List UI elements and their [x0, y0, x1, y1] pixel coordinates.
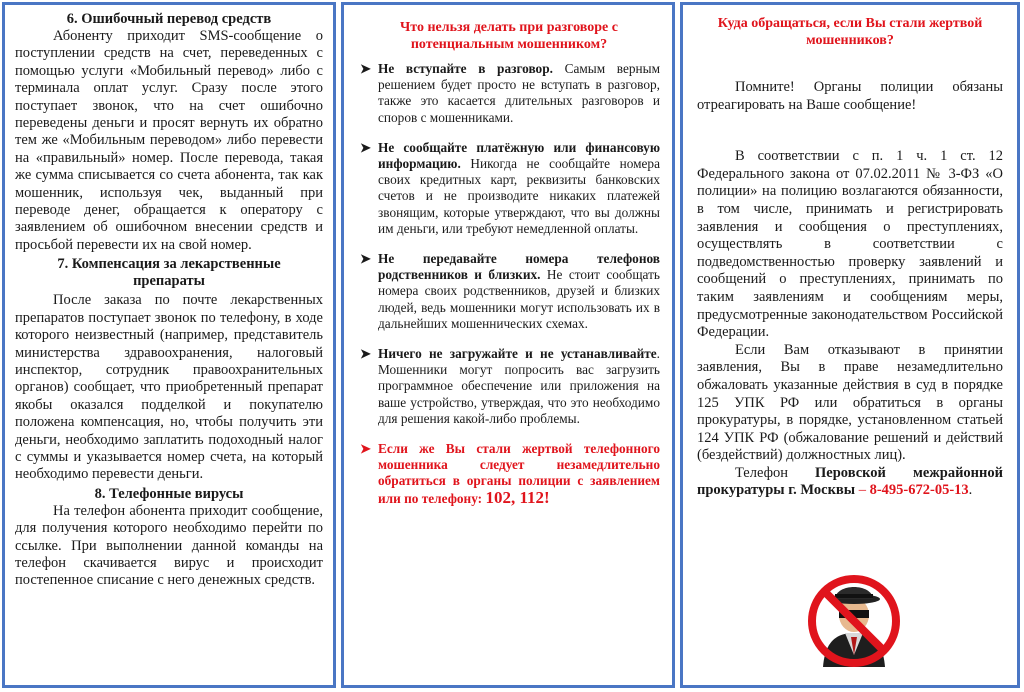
paragraph-medicine-compensation: После заказа по почте лекарственных препаратов поступает звонок по телефону, в ходе которого неизвестный (например, представитель министерства здравоохранения, налоговый инспектор, сотрудник правоохранительных органов) сообщает, что приобретенный препарат якобы оказался подделкой и покупателю положена компенсация, но, чтобы получить эти деньги, необходимо заплатить подоходный налог с суммы и указывается номер счета, на который необходимо перевести деньги. — [15, 292, 323, 483]
heading-erroneous-transfer: 6. Ошибочный перевод средств — [66, 11, 272, 27]
column-scams — [2, 2, 336, 688]
item-text: . Мошенники могут попросить вас загрузить программное обеспечение или приложения на ваше устройство, утверждая, что это необходимо для решения какой-либо проблемы. — [378, 346, 660, 426]
column-dont-do — [341, 2, 675, 688]
prosecutor-name: Перовской межрайонной прокуратуры г. Москвы — [697, 464, 1003, 499]
item-heading: Не сообщайте платёжную или финансовую информацию. — [378, 139, 660, 172]
item-text: Никогда не сообщайте номера своих кредитных карт, реквизиты банковских счетов и не производите никаких платежей звонящим, которые утверждают, что вы должны им деньги, или требуют немедленной оплаты. — [378, 156, 660, 236]
arrow-bullet-icon: ➤ — [360, 61, 371, 76]
item-text: Самым верным решением будет просто не вступать в разговор, также это касается длительных разговоров и споров с мошенниками. — [378, 61, 661, 125]
list-item — [358, 140, 660, 237]
arrow-bullet-icon: ➤ — [360, 441, 371, 457]
phone-number: 8-495-672-05-13 — [869, 482, 969, 499]
no-fraudster-icon — [795, 563, 913, 673]
list-item — [358, 61, 660, 126]
dont-do-title: Что нельзя делать при разговоре с потенциальным мошенником? — [400, 20, 618, 52]
arrow-bullet-icon: ➤ — [360, 251, 371, 267]
paragraph-phone-viruses: На телефон абонента приходит сообщение, для получения которого необходимо перейти по ссылке. При выполнении данной команды на телефон скачивается вирус и происходит постепенное списание с него денежных средств. — [15, 502, 323, 589]
heading-phone-viruses: 8. Телефонные вирусы — [94, 485, 244, 502]
paragraph-refusal: Если Вам отказывают в принятии заявления, Вы в праве незамедлительно обжаловать указанные действия в суд в порядке 125 УПК РФ или обратиться в органы прокуратуры, в порядке, установленном статьей 124 УПК РФ (обжалование решений и действий (бездействий) должностных лиц). — [697, 341, 1003, 464]
alert-text: Если же Вы стали жертвой телефонного мошенника следует незамедлительно обратиться в органы полиции с заявлением или по телефону: — [378, 441, 660, 506]
heading-medicine-compensation: 7. Компенсация за лекарственные препараты — [57, 256, 281, 290]
item-heading: Не вступайте в разговор. — [378, 61, 553, 76]
item-heading: Ничего не загружайте и не устанавливайте — [378, 346, 657, 362]
list-item — [358, 251, 660, 332]
item-heading: Не передавайте номера телефонов родственников и близких. — [378, 251, 660, 283]
list-item — [358, 346, 660, 427]
item-text: Не стоит сообщать номера своих родственников, друзей и близких людей, ведь мошенники могут использовать их в дальнейших мошеннических схемах. — [378, 267, 660, 331]
arrow-bullet-icon: ➤ — [360, 139, 371, 155]
paragraph-erroneous-transfer: Абоненту приходит SMS-сообщение о поступлении средств на счет, переведенных с помощью услуги «Мобильный перевод» либо с терминала оплат услуг. Сразу после этого поступает звонок, что на счет ошибочно переведены деньги и просят вернуть их обратно тем же «Мобильным переводом» либо перевести на «правильный» номер. После перевода, такая же сумма списывается со счета абонента, так как мошенник, используя чек, выданный при переводе денег, обращается к оператору с заявлением об ошибочном внесении средств и просьбой перевести их на свой номер. — [15, 28, 323, 253]
arrow-bullet-icon: ➤ — [360, 346, 371, 362]
police-alert — [358, 441, 660, 507]
where-to-go-title: Куда обращаться, если Вы стали жертвой мошенников? — [717, 16, 983, 48]
alert-numbers: 102, 112! — [485, 487, 550, 507]
paragraph-law: В соответствии с п. 1 ч. 1 ст. 12 Федерального закона от 07.02.2011 № 3-ФЗ «О полиции» на полицию возлагаются обязанности, в том числе, принимать и регистрировать заявления и сообщения о преступлениях, осуществлять в соответствии с подведомственностью проверку заявлений и сообщений о преступлениях, принимать по таким заявлениям и сообщениям меры, предусмотренные законодательством Российской Федерации. — [697, 148, 1003, 341]
prosecutor-phone: Телефон Перовской межрайонной прокуратуры г. Москвы – 8-495-672-05-13. — [697, 464, 1003, 499]
phone-label: Телефон — [735, 464, 816, 481]
paragraph-reminder: Помните! Органы полиции обязаны отреагировать на Ваше сообщение! — [697, 79, 1003, 113]
